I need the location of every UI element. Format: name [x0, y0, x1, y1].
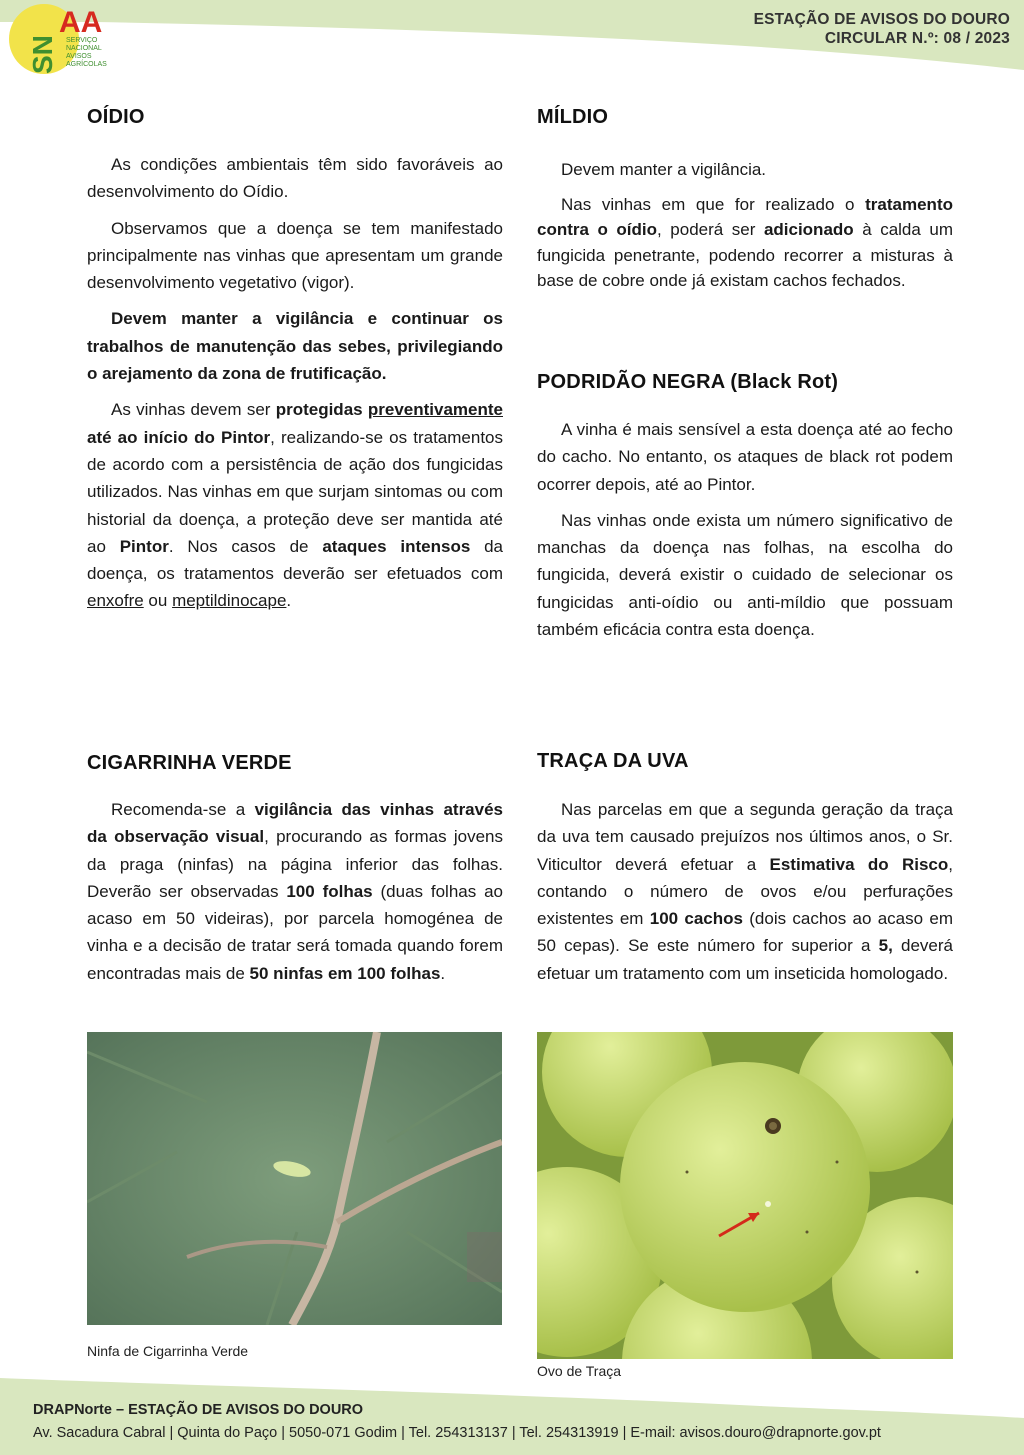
- oidio-paragraph-3: [87, 305, 503, 387]
- text-run-bold: Pintor: [119, 536, 169, 556]
- oidio-paragraph-2: Observamos que a doença se tem manifestado principalmente nas vinhas que apresentam um grande desenvolvimento vegetativo (vigor).: [87, 218, 503, 293]
- text-run-bold: protegidas: [275, 400, 368, 420]
- leafhopper-nymph-photo: [87, 1032, 502, 1325]
- svg-text:AVISOS: AVISOS: [66, 53, 92, 60]
- header-text: [754, 10, 1010, 48]
- mildio-paragraph-1: Devem manter a vigilância.: [561, 160, 767, 179]
- leafhopper-caption: Ninfa de Cigarrinha Verde: [87, 1343, 249, 1359]
- text-run: , procurando as formas jovens da praga (ninfas) na página inferior das folhas. Deverão ser observadas: [87, 827, 503, 901]
- text-run: . Nos casos de: [168, 536, 323, 556]
- svg-text:SERVIÇO: SERVIÇO: [66, 37, 98, 44]
- text-run-underline: meptildinocape: [172, 591, 287, 611]
- text-run-bold: até ao início do Pintor: [87, 427, 271, 447]
- text-run-bold: vigilância das vinhas através da observação visual: [87, 800, 503, 847]
- traca-title: TRAÇA DA UVA: [537, 750, 689, 772]
- header-org: ESTAÇÃO DE AVISOS DO DOURO: [753, 11, 1010, 28]
- podridao-title: PODRIDÃO NEGRA (Black Rot): [537, 371, 839, 393]
- snaa-logo: [6, 2, 116, 76]
- oidio-paragraph-1: As condições ambientais têm sido favoráveis ao desenvolvimento do Oídio.: [87, 155, 503, 202]
- text-run: , realizando-se os tratamentos de acordo com a persistência de ação dos fungicidas utilizados. Nas vinhas em que surjam sintomas ou com historial da doença, a proteção deve ser mantida até ao: [87, 427, 504, 556]
- oidio-paragraph-4: [87, 396, 503, 614]
- text-run: deverá efetuar um tratamento com um inseticida homologado.: [537, 936, 953, 983]
- text-run-bold: ataques intensos: [322, 536, 471, 556]
- cigarrinha-paragraph: [87, 796, 503, 987]
- text-run: .: [440, 963, 446, 983]
- podridao-paragraph-1: A vinha é mais sensível a esta doença até ao fecho do cacho. No entanto, os ataques de black rot podem ocorrer depois, até ao Pintor.: [537, 420, 953, 494]
- text-run-bold: 50 ninfas em 100 folhas: [249, 963, 441, 983]
- header-circular: CIRCULAR N.º: 08 / 2023: [824, 30, 1010, 47]
- text-run-underline: enxofre: [87, 591, 144, 611]
- footer-title: DRAPNorte – ESTAÇÃO DE AVISOS DO DOURO: [33, 1402, 364, 1418]
- svg-text:AA: AA: [59, 6, 103, 39]
- moth-egg-caption: Ovo de Traça: [537, 1363, 622, 1379]
- podridao-paragraph-2: Nas vinhas onde exista um número significativo de manchas da doença nas folhas, na escolha do fungicida, deverá existir o cuidado de selecionar os fungicidas anti-oídio ou anti-míldio que possuam também eficácia contra esta doença.: [537, 510, 953, 640]
- svg-text:AGRÍCOLAS: AGRÍCOLAS: [66, 61, 107, 68]
- oidio-title: OÍDIO: [87, 106, 145, 128]
- text-run: da doença, os tratamentos deverão ser efetuados com: [87, 536, 503, 584]
- svg-text:SN: SN: [27, 35, 58, 74]
- oidio-p3-bold: Devem manter a vigilância e continuar os trabalhos de manutenção das sebes, privilegiando o arejamento da zona de frutificação.: [87, 309, 503, 384]
- text-run: , poderá ser: [657, 220, 764, 239]
- oidio-section: [87, 106, 503, 624]
- text-run: (duas folhas ao acaso em 50 videiras), por parcela homogénea de vinha e a decisão de tratar será tomada quando forem encontradas mais de: [87, 881, 504, 983]
- text-run-bold: 100 folhas: [286, 881, 373, 901]
- text-run-bold: 5,: [878, 936, 893, 956]
- traca-paragraph: [537, 796, 953, 987]
- moth-egg-photo: [537, 1032, 953, 1359]
- text-run-bold: Estimativa do Risco: [769, 854, 949, 874]
- text-run-bold: adicionado: [763, 220, 854, 239]
- text-run-bold: tratamento contra o oídio: [537, 194, 953, 239]
- text-run: , contando o número de ovos e/ou perfurações existentes em: [537, 854, 953, 929]
- text-run: .: [286, 591, 292, 611]
- text-run: As vinhas devem ser: [111, 400, 276, 420]
- mildio-title: MÍLDIO: [537, 106, 609, 128]
- text-run-bold: 100 cachos: [649, 909, 743, 929]
- footer-contacts: Av. Sacadura Cabral | Quinta do Paço | 5050-071 Godim | Tel. 254313137 | Tel. 254313919 | E-mail: avisos.douro@drapnorte.gov.pt: [33, 1425, 881, 1441]
- text-run: ou: [143, 591, 173, 611]
- text-run: Recomenda-se a: [111, 800, 255, 819]
- text-run: (dois cachos ao acaso em 50 cepas). Se este número for superior a: [537, 909, 953, 956]
- svg-text:NACIONAL: NACIONAL: [66, 45, 102, 52]
- text-run: à calda um fungicida penetrante, podendo recorrer a misturas à base de cobre onde já existam cachos fechados.: [537, 220, 954, 290]
- traca-section: [537, 750, 953, 996]
- text-run-bold-underline: preventivamente: [367, 400, 503, 420]
- text-run: Nas parcelas em que a segunda geração da traça da uva tem causado prejuízos nos últimos anos, o Sr. Viticultor deverá efetuar a: [537, 800, 953, 874]
- mildio-section: [537, 106, 953, 303]
- podridao-section: [537, 371, 953, 652]
- text-run: Nas vinhas em que for realizado o: [561, 194, 866, 214]
- mildio-paragraph-2: [537, 192, 953, 294]
- cigarrinha-title: CIGARRINHA VERDE: [87, 752, 292, 774]
- cigarrinha-section: [87, 752, 503, 996]
